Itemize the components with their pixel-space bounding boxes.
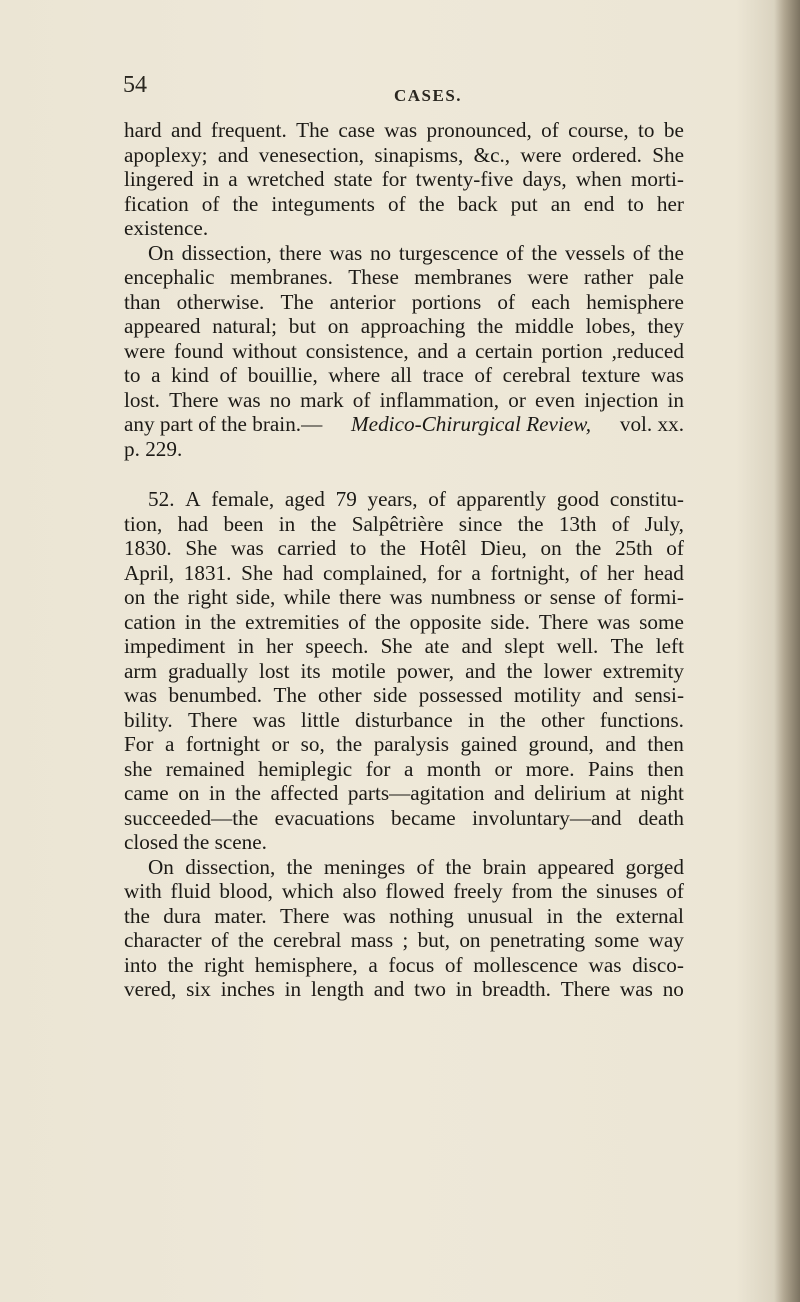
text-line: closed the scene. — [124, 830, 267, 854]
text-line: p. 229. — [124, 436, 183, 461]
citation-volume: vol. xx. — [619, 412, 684, 436]
text-line: arm gradually lost its motile power, and the lower extremity — [124, 658, 684, 683]
text-line: fication of the integuments of the back put an end to her — [124, 191, 684, 216]
text-line: was benumbed. The other side possessed motility and sensi- — [124, 683, 684, 707]
page-number: 54 — [123, 72, 147, 98]
binding-gutter — [774, 0, 800, 1302]
text-line: she remained hemiplegic for a month or more. Pains then — [124, 756, 684, 781]
text-line: character of the cerebral mass ; but, on penetrating some way — [124, 928, 684, 952]
text-line: cation in the extremities of the opposite side. There was some — [124, 609, 684, 634]
text-line: On dissection, there was no turgescence of the vessels of the — [148, 240, 684, 265]
text-line: lost. There was no mark of inflammation, or even injection in — [124, 387, 684, 412]
body-text — [124, 118, 684, 1002]
text-line: bility. There was little disturbance in the other functions. — [124, 707, 684, 732]
text-line: succeeded—the evacuations became involuntary—and death — [124, 805, 684, 830]
text-line: into the right hemisphere, a focus of mollescence was disco- — [124, 952, 684, 977]
text-line: 52. A female, aged 79 years, of apparently good constitu- — [148, 487, 684, 511]
text-line: existence. — [124, 216, 209, 240]
paragraph — [124, 855, 684, 1002]
running-title: CASES. — [394, 86, 463, 105]
text-line: 1830. She was carried to the Hotêl Dieu, on the 25th of — [124, 536, 684, 560]
section-gap — [124, 461, 684, 487]
text-line: lingered in a wretched state for twenty-five days, when morti- — [124, 167, 684, 191]
text-line: than otherwise. The anterior portions of each hemisphere — [124, 289, 684, 314]
text-line: tion, had been in the Salpêtrière since the 13th of July, — [124, 511, 684, 536]
text-line: apoplexy; and venesection, sinapisms, &c., were ordered. She — [124, 142, 684, 167]
text-line: appeared natural; but on approaching the middle lobes, they — [124, 314, 684, 338]
text-line: with fluid blood, which also flowed freely from the sinuses of — [124, 879, 684, 903]
text-line: were found without consistence, and a certain portion ,reduced — [124, 338, 684, 363]
text-line: came on in the affected parts—agitation and delirium at night — [124, 781, 684, 805]
citation-title: Medico-Chirurgical Review, — [351, 412, 592, 436]
text-line: to a kind of bouillie, where all trace of cerebral texture was — [124, 363, 684, 387]
text-line: April, 1831. She had complained, for a fortnight, of her head — [124, 560, 684, 585]
text-line: on the right side, while there was numbness or sense of formi- — [124, 585, 684, 609]
text-line: For a fortnight or so, the paralysis gained ground, and then — [124, 732, 684, 756]
text-line: the dura mater. There was nothing unusual in the external — [124, 903, 684, 928]
paragraph — [124, 118, 684, 241]
paragraph — [124, 487, 684, 855]
text-line: any part of the brain.— Medico-Chirurgical Review, vol. xx. — [124, 412, 684, 436]
paragraph — [124, 241, 684, 462]
text-line: hard and frequent. The case was pronounced, of course, to be — [124, 118, 684, 142]
text-line: vered, six inches in length and two in breadth. There was no — [124, 977, 684, 1001]
text-line: impediment in her speech. She ate and slept well. The left — [124, 634, 684, 658]
text-line: encephalic membranes. These membranes were rather pale — [124, 265, 684, 289]
text-line: On dissection, the meninges of the brain appeared gorged — [148, 854, 684, 879]
